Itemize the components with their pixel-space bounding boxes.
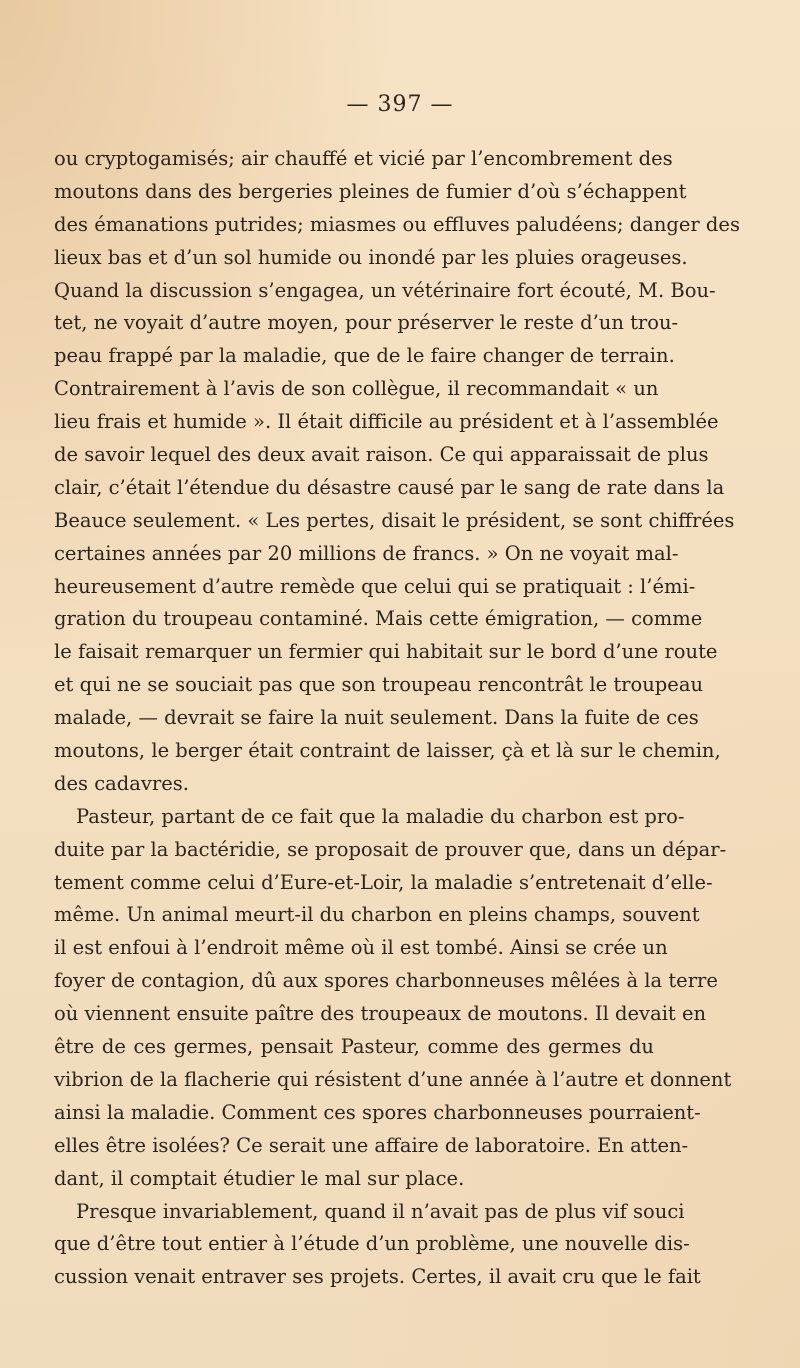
text-line: vibrion de la flacherie qui résistent d’une année à l’autre et donnent [54, 1067, 732, 1091]
text-line: le faisait remarquer un fermier qui habitait sur le bord d’une route [54, 640, 718, 664]
text-line: de savoir lequel des deux avait raison. Ce qui apparaissait de plus [54, 443, 709, 467]
text-line: gration du troupeau contaminé. Mais cette émigration, — comme [54, 607, 703, 631]
text-line: Contrairement à l’avis de son collègue, il recommandait « un [54, 377, 659, 401]
text-line: ainsi la maladie. Comment ces spores charbonneuses pourraient- [54, 1100, 701, 1124]
text-line: même. Un animal meurt-il du charbon en pleins champs, souvent [54, 903, 700, 927]
text-line: que d’être tout entier à l’étude d’un problème, une nouvelle dis- [54, 1232, 690, 1256]
text-line: des émanations putrides; miasmes ou effluves paludéens; danger des [54, 212, 740, 236]
text-line: Beauce seulement. « Les pertes, disait le président, se sont chiffrées [54, 508, 735, 532]
text-line: dant, il comptait étudier le mal sur place. [54, 1166, 465, 1190]
text-line: clair, c’était l’étendue du désastre causé par le sang de rate dans la [54, 475, 725, 499]
text-line: tement comme celui d’Eure-et-Loir, la maladie s’entretenait d’elle- [54, 870, 713, 894]
text-line: certaines années par 20 millions de francs. » On ne voyait mal- [54, 541, 679, 565]
text-line: être de ces germes, pensait Pasteur, comme des germes du [54, 1035, 654, 1059]
text-line: tet, ne voyait d’autre moyen, pour préserver le reste d’un trou- [54, 311, 679, 335]
text-line: cussion venait entraver ses projets. Certes, il avait cru que le fait [54, 1265, 701, 1289]
body-text [54, 143, 740, 1294]
text-line: lieu frais et humide ». Il était difficile au président et à l’assemblée [54, 410, 719, 434]
text-line: il est enfoui à l’endroit même où il est tombé. Ainsi se crée un [54, 936, 668, 960]
text-line: lieux bas et d’un sol humide ou inondé par les pluies orageuses. [54, 245, 688, 269]
text-line: des cadavres. [54, 771, 189, 795]
text-line: Pasteur, partant de ce fait que la maladie du charbon est pro- [76, 804, 685, 828]
text-line: elles être isolées? Ce serait une affaire de laboratoire. En atten- [54, 1133, 689, 1157]
text-line: où viennent ensuite paître des troupeaux de moutons. Il devait en [54, 1002, 707, 1026]
text-line: heureusement d’autre remède que celui qui se pratiquait : l’émi- [54, 574, 696, 598]
text-line: moutons dans des bergeries pleines de fumier d’où s’échappent [54, 179, 687, 203]
text-line: duite par la bactéridie, se proposait de prouver que, dans un dépar- [54, 837, 727, 861]
text-line: et qui ne se souciait pas que son troupeau rencontrât le troupeau [54, 673, 704, 697]
text-line: ou cryptogamisés; air chauffé et vicié par l’encombrement des [54, 147, 673, 170]
text-line: malade, — devrait se faire la nuit seulement. Dans la fuite de ces [54, 706, 699, 730]
text-line: Presque invariablement, quand il n’avait pas de plus vif souci [76, 1199, 685, 1223]
text-line: peau frappé par la maladie, que de le faire changer de terrain. [54, 344, 675, 368]
page-number: — 397 — [346, 92, 454, 117]
text-line: foyer de contagion, dû aux spores charbonneuses mêlées à la terre [54, 969, 718, 993]
text-line: moutons, le berger était contraint de laisser, çà et là sur le chemin, [54, 739, 721, 763]
text-line: Quand la discussion s’engagea, un vétérinaire fort écouté, M. Bou- [54, 278, 716, 302]
